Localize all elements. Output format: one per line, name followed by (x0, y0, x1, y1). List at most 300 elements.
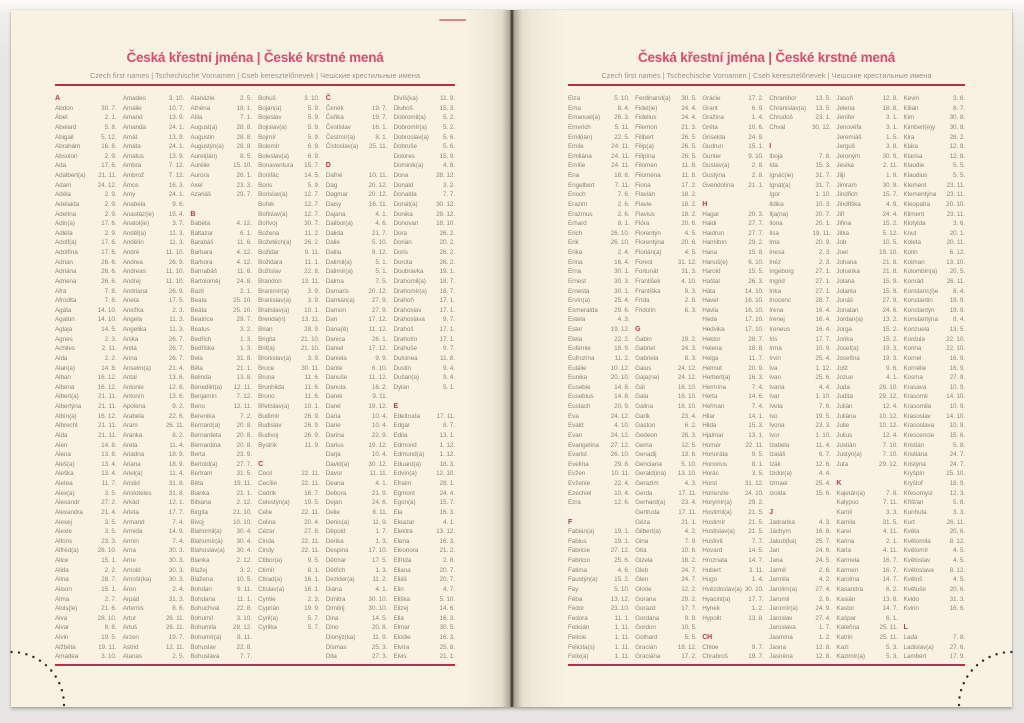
name-day-date: 12. 8. (949, 152, 965, 160)
name-day-date: 22. 11. (745, 441, 764, 449)
given-name: Fedora (568, 614, 588, 622)
name-entry (190, 335, 252, 345)
name-entry (258, 556, 320, 566)
given-name: Aletea (55, 480, 73, 487)
name-day-date: 1. 2. (751, 605, 764, 613)
name-day-date: 20. 8. (371, 624, 388, 632)
given-name: Jasmína (769, 634, 793, 641)
name-day-date: 30. 5. (439, 624, 455, 632)
given-name: Jan (769, 547, 780, 555)
given-name: Kilián (903, 104, 919, 112)
given-name: Alena (55, 451, 71, 459)
name-day-date: 28. 10. (97, 547, 117, 555)
name-entry (393, 614, 455, 624)
name-entry (903, 633, 965, 643)
name-day-date: 14. 7. (882, 576, 898, 584)
header-rule (568, 84, 965, 86)
given-name: Haštal (702, 277, 720, 285)
name-day-date: 19. 1. (614, 528, 630, 536)
given-name: Koleta (903, 239, 921, 247)
name-day-date: 17. 5. (168, 297, 185, 305)
name-day-date: 6. 12. (949, 249, 965, 256)
name-day-date: 11. 9. (372, 634, 388, 641)
given-name: Albert(a) (55, 393, 79, 401)
given-name: Kašpar (836, 614, 857, 622)
given-name: Alexandr (55, 499, 80, 507)
name-entry (635, 152, 697, 162)
given-name: Belinda (190, 374, 211, 382)
name-entry (258, 595, 320, 605)
name-entry (326, 200, 388, 210)
given-name: Gabriela (635, 354, 659, 362)
name-entry (123, 450, 185, 460)
name-day-date: 11. 1. (614, 614, 630, 622)
name-day-date: 28. 8. (236, 123, 252, 131)
given-name: Irvin (769, 354, 781, 362)
name-day-date: 7. 6. (617, 191, 630, 199)
name-entry (903, 469, 965, 479)
given-name: Genciana (635, 460, 662, 468)
name-entry (55, 190, 117, 200)
name-entry (568, 113, 630, 123)
name-day-date: 16. 7. (882, 557, 898, 564)
name-day-date: 7. 6. (818, 403, 831, 410)
name-day-date: 9. 4. (443, 364, 455, 372)
name-day-date: 25. 10. (233, 297, 252, 305)
name-entry (55, 518, 117, 528)
given-name: Kolman (903, 258, 925, 266)
name-entry (903, 238, 965, 248)
name-entry (702, 238, 764, 248)
given-name: Grácie (702, 95, 721, 102)
given-name: Damon (325, 306, 346, 314)
name-entry (258, 248, 320, 258)
name-entry (635, 566, 697, 576)
name-day-date: 10. 4. (371, 422, 388, 430)
name-entry (326, 518, 388, 528)
name-day-date: 24. 9. (815, 605, 831, 613)
name-entry (903, 133, 965, 143)
name-entry (568, 104, 630, 114)
name-entry (190, 171, 252, 181)
name-entry (258, 113, 320, 123)
given-name: Evarist (568, 451, 587, 459)
given-name: Anastáz(ie) (122, 210, 154, 218)
name-entry (568, 152, 630, 162)
given-name: Konrád (903, 277, 924, 285)
name-entry (836, 450, 898, 460)
name-day-date: 26. 6. (101, 258, 117, 266)
given-name: Hanuš(e) (702, 258, 728, 266)
name-day-date: 3. 10. (101, 653, 117, 661)
name-entry (568, 267, 630, 277)
name-day-date: 3. 5. (104, 518, 117, 526)
name-day-date: 7. 1. (239, 114, 252, 122)
given-name: Erhard (568, 220, 587, 228)
name-entry (190, 296, 252, 306)
name-day-date: 19. 1. (614, 537, 630, 545)
given-name: Hubert (702, 566, 721, 574)
name-day-date: 4. 1. (375, 480, 388, 487)
name-day-date: 20. 12. (368, 181, 388, 189)
given-name: Amand (122, 114, 143, 122)
name-entry (635, 354, 697, 364)
given-name: Artemis (122, 605, 144, 613)
name-entry (123, 104, 185, 114)
name-day-date: 21. 9. (371, 489, 388, 497)
name-day-date: 10. 7. (168, 104, 185, 112)
name-entry (769, 623, 831, 633)
name-entry (258, 161, 320, 171)
name-day-date: 22. 4. (614, 480, 630, 487)
given-name: Běta (190, 480, 204, 487)
given-name: Gabin (635, 335, 652, 343)
given-name: Gražina (702, 114, 724, 122)
given-name: Břetislav(a) (258, 403, 290, 410)
given-name: Aneta (122, 297, 139, 305)
name-entry (836, 412, 898, 422)
name-day-date: 14. 1. (748, 412, 764, 420)
name-day-date: 16. 1. (304, 585, 320, 593)
name-day-date: 20. 6. (681, 220, 697, 228)
given-name: Fidel(ie) (635, 104, 658, 112)
name-day-date: 17. 11. (678, 489, 697, 497)
name-entry (769, 113, 831, 123)
name-day-date: 21. 1. (681, 518, 697, 526)
name-entry (769, 518, 831, 528)
name-entry (769, 479, 831, 489)
given-name: Jindřich (836, 191, 858, 199)
given-name: Dustin (393, 364, 411, 372)
name-day-date: 5. 10. (371, 239, 388, 247)
given-name: Arzen (122, 634, 139, 641)
name-day-date: 30. 4. (236, 537, 252, 545)
given-name: Bohumír(a) (190, 634, 222, 641)
given-name: Jáchym (769, 528, 791, 536)
name-entry (123, 335, 185, 345)
given-name: Inka (769, 287, 781, 295)
given-name: Herbert(a) (702, 374, 731, 382)
name-day-date: 13. 11. (301, 316, 320, 324)
name-entry (635, 277, 697, 287)
name-entry (702, 614, 764, 624)
given-name: Flóra (635, 220, 650, 228)
name-day-date: 21. 2. (439, 547, 455, 555)
name-day-date: 26. 10. (610, 239, 630, 247)
given-name: Ada (55, 162, 67, 170)
name-entry (123, 219, 185, 229)
name-entry (568, 325, 630, 335)
name-entry (258, 431, 320, 441)
given-name: Božidar (258, 249, 280, 256)
name-day-date: 21. 10. (300, 345, 320, 353)
given-name: Edvín(a) (393, 470, 417, 478)
name-entry (55, 210, 117, 220)
given-name: Bernardina (190, 441, 221, 449)
given-name: Celina (258, 518, 276, 526)
name-day-date: 5. 5. (953, 162, 965, 170)
given-name: Ester (568, 326, 583, 333)
given-name: Kryšpín (903, 470, 925, 478)
name-entry (836, 344, 898, 354)
given-name: Jarmila (769, 576, 790, 584)
name-entry (55, 248, 117, 258)
name-day-date: 14. 7. (748, 557, 764, 564)
name-day-date: 16. 10. (677, 403, 697, 410)
name-entry (903, 258, 965, 268)
name-day-date: 7. 8. (953, 634, 965, 641)
name-entry (836, 238, 898, 248)
name-entry (769, 421, 831, 431)
given-name: Bibiana (190, 499, 211, 507)
name-entry (702, 306, 764, 316)
name-entry (769, 643, 831, 653)
name-entry (568, 498, 630, 508)
given-name: Jasna (769, 643, 786, 651)
name-day-date: 10. 6. (748, 123, 764, 131)
given-name: Atanázie (190, 95, 215, 102)
name-day-date: 30. 3. (168, 547, 185, 555)
name-day-date: 1. 12. (439, 451, 455, 459)
name-entry (393, 460, 455, 470)
given-name: Aurora (190, 172, 209, 179)
given-name: Ábel (55, 114, 68, 122)
name-entry (123, 383, 185, 393)
name-entry (635, 287, 697, 297)
name-entry (55, 460, 117, 470)
given-name: Erna (568, 268, 582, 276)
name-entry (702, 267, 764, 277)
name-day-date: 14. 5. (304, 172, 320, 179)
name-day-date: 17. 2. (681, 653, 697, 661)
name-day-date: 30. 8. (949, 123, 965, 131)
spacer-row (769, 498, 831, 508)
name-entry (393, 229, 455, 239)
given-name: Ignát(a) (769, 181, 791, 189)
name-entry (55, 508, 117, 518)
given-name: Debora (325, 489, 347, 497)
name-day-date: 19. 2. (681, 335, 697, 343)
given-name: Drahuše (393, 345, 417, 353)
given-name: Adéla (55, 191, 71, 199)
name-entry (568, 652, 630, 662)
given-name: Evžen (568, 470, 586, 478)
name-day-date: 1. 2. (818, 634, 831, 641)
name-entry (903, 412, 965, 422)
name-day-date: 2. 8. (443, 557, 455, 564)
name-day-date: 15. 7. (882, 191, 898, 199)
given-name: Ilsa (769, 229, 779, 237)
given-name: Elizej (393, 605, 409, 613)
name-entry (190, 219, 252, 229)
given-name: Blahoslav(a) (190, 547, 225, 555)
name-entry (190, 643, 252, 653)
name-day-date: 17. 1. (439, 306, 455, 314)
name-day-date: 3. 5. (751, 470, 764, 478)
name-day-date: 16. 10. (677, 393, 697, 401)
name-day-date: 4. 4. (818, 470, 831, 478)
name-entry (702, 152, 764, 162)
name-entry (190, 556, 252, 566)
name-day-date: 20. 3. (748, 210, 764, 218)
given-name: Bohumila (190, 624, 217, 632)
given-name: Fiona (635, 181, 651, 189)
given-name: Gerhard(a) (635, 499, 666, 507)
name-day-date: 4. 3. (818, 518, 831, 526)
given-name: Chrudoš (769, 114, 793, 122)
name-entry (123, 566, 185, 576)
name-day-date: 26. 1. (236, 172, 252, 179)
name-day-date: 20. 7. (439, 566, 455, 574)
given-name: Křišťan (903, 499, 924, 507)
name-entry (702, 344, 764, 354)
name-day-date: 17. 12. (368, 316, 388, 324)
given-name: Beatus (190, 326, 210, 333)
section-letter: K (836, 480, 842, 487)
name-day-date: 19. 12. (368, 403, 388, 410)
name-entry (903, 643, 965, 653)
name-entry (836, 527, 898, 537)
name-day-date: 12. 8. (949, 143, 965, 151)
name-entry (836, 248, 898, 258)
name-day-date: 24. 1. (168, 191, 185, 199)
given-name: Ctislav(a) (258, 585, 285, 593)
name-day-date: 16. 8. (815, 528, 831, 536)
name-day-date: 28. 12. (436, 172, 455, 179)
name-entry (123, 633, 185, 643)
given-name: Jasněna (769, 653, 793, 661)
name-entry (568, 575, 630, 585)
name-entry (903, 229, 965, 239)
given-name: Filipína (635, 152, 655, 160)
given-name: Judita (836, 393, 853, 401)
name-day-date: 11. 7. (101, 480, 117, 487)
name-entry (836, 152, 898, 162)
given-name: Despina (325, 547, 349, 555)
name-entry (769, 248, 831, 258)
given-name: Kazi (836, 643, 849, 651)
name-day-date: 26. 9. (304, 422, 320, 430)
name-day-date: 12. 5. (681, 441, 697, 449)
given-name: Lambert (903, 653, 927, 661)
name-entry (123, 123, 185, 133)
name-entry (568, 335, 630, 345)
given-name: Emil(ián) (568, 133, 593, 141)
given-name: Blažej (190, 566, 208, 574)
given-name: Blahomír(a) (190, 537, 223, 545)
name-day-date: 20. 10. (610, 374, 630, 382)
name-entry (55, 537, 117, 547)
name-day-date: 26. 11. (946, 518, 965, 526)
name-entry (769, 556, 831, 566)
name-day-date: 2. 2. (104, 566, 117, 574)
given-name: Daniela (325, 354, 347, 362)
given-name: Albertýna (55, 403, 82, 410)
name-day-date: 7. 2. (239, 412, 252, 420)
name-entry (326, 614, 388, 624)
name-entry (326, 296, 388, 306)
name-day-date: 21. 8. (882, 268, 898, 276)
name-entry (393, 546, 455, 556)
given-name: Armin (122, 537, 139, 545)
name-day-date: 15. 3. (748, 422, 764, 430)
given-name: Berta (190, 451, 206, 459)
given-name: Budimír (258, 412, 280, 420)
name-entry (635, 527, 697, 537)
given-name: Jenifer (836, 114, 855, 122)
given-name: Kryštof (903, 480, 923, 487)
given-name: Krasoslava (903, 422, 935, 430)
name-entry (568, 373, 630, 383)
name-day-date: 3. 9. (307, 287, 320, 295)
name-entry (702, 479, 764, 489)
name-entry (702, 171, 764, 181)
given-name: Dalida (325, 229, 344, 237)
name-entry (903, 94, 965, 104)
name-day-date: 20. 11. (946, 239, 965, 247)
given-name: Gothard (635, 634, 658, 641)
name-day-date: 11. 11. (369, 470, 388, 478)
name-day-date: 19. 9. (949, 306, 965, 314)
name-entry (123, 210, 185, 220)
given-name: Ivar (769, 393, 780, 401)
given-name: Glorie (635, 585, 652, 593)
name-day-date: 16. 6. (949, 605, 965, 613)
name-entry (190, 575, 252, 585)
name-entry (258, 546, 320, 556)
name-day-date: 13. 12. (610, 595, 630, 603)
name-entry (702, 219, 764, 229)
given-name: Konstanc(i)e (903, 287, 939, 295)
name-entry (903, 287, 965, 297)
name-day-date: 24. 7. (949, 460, 965, 468)
name-entry (258, 585, 320, 595)
name-day-date: 12. 6. (614, 499, 630, 507)
name-day-date: 12. 6. (815, 460, 831, 468)
name-day-date: 22. 11. (301, 480, 320, 487)
name-day-date: 10. 5. (681, 624, 697, 632)
name-entry (769, 614, 831, 624)
name-day-date: 24. 11. (611, 162, 630, 170)
name-day-date: 5. 9. (307, 181, 320, 189)
name-day-date: 23. 9. (236, 451, 252, 459)
name-entry (123, 392, 185, 402)
given-name: Honorius (702, 460, 727, 468)
name-day-date: 15. 6. (815, 489, 831, 497)
given-name: Bivoj (190, 518, 204, 526)
given-name: Ela (393, 508, 403, 516)
given-name: Jošt (836, 364, 848, 372)
given-name: Donalda (393, 191, 417, 199)
given-name: Aram (122, 422, 138, 430)
given-name: Izabela (769, 441, 790, 449)
name-entry (190, 152, 252, 162)
name-day-date: 21. 11. (98, 393, 117, 401)
name-entry (702, 643, 764, 653)
name-day-date: 30. 12. (368, 460, 388, 468)
name-day-date: 14. 10. (744, 287, 764, 295)
name-entry (702, 364, 764, 374)
name-day-date: 2. 3. (307, 595, 320, 603)
name-day-date: 24. 11. (611, 143, 630, 151)
name-day-date: 2. 1. (885, 537, 898, 545)
given-name: Eliáš (393, 576, 407, 584)
name-entry (326, 643, 388, 653)
given-name: Gedeon (635, 431, 658, 439)
name-entry (635, 123, 697, 133)
name-entry (190, 604, 252, 614)
given-name: Darius (325, 441, 344, 449)
